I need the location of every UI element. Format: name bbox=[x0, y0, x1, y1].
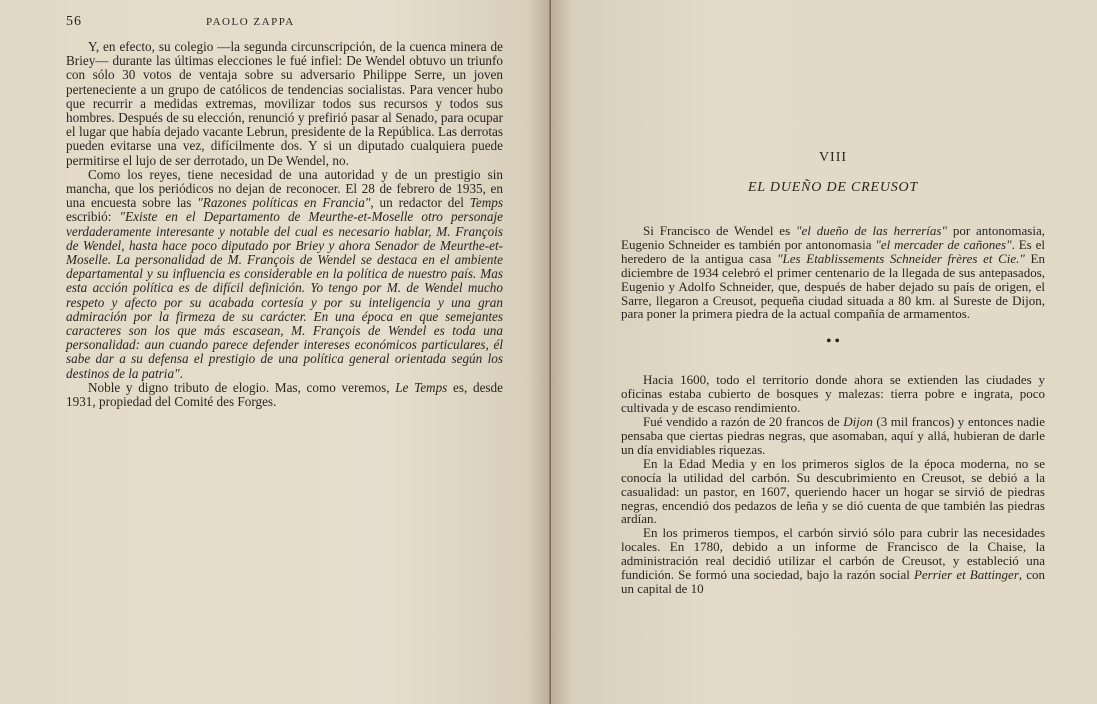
text-run: es, desde 1931, propiedad del Comité des Forges. bbox=[66, 379, 503, 410]
italic-text-run: "el dueño de las herrerías" bbox=[796, 223, 947, 238]
text-run: Fué vendido a razón de 20 francos de bbox=[643, 414, 844, 430]
text-run: . Es el heredero de la antigua casa bbox=[621, 236, 1045, 266]
chapter-heading bbox=[621, 150, 1045, 224]
page-number: 56 bbox=[66, 14, 82, 29]
paragraph bbox=[66, 168, 503, 381]
paragraph bbox=[621, 224, 1045, 321]
italic-text-run: "Les Etablissements Schneider frères et Cie." bbox=[777, 250, 1025, 266]
text-run: En la Edad Media y en los primeros siglos de la época moderna, no se conocía la utilidad del carbón. Su descubrimiento en Creusot, se debió a la casualidad: un pastor, en 1607, queriendo hacer un hogar se sirvió de piedras negras, encendió dos pedazos de leña y se dió cuenta de que también las piedras ardían. bbox=[621, 455, 1045, 527]
text-run: Hacia 1600, todo el territorio donde ahora se extienden las ciudades y oficinas estaba cubierto de bosques y malezas: tierra pobre e ingrata, poco cultivada y de escaso rendimiento. bbox=[621, 372, 1045, 416]
text-run: (3 mil francos) y entonces nadie pensaba que ciertas piedras negras, que asomaban, aquí y allá, hubieran de darle un día envidiables riquezas. bbox=[621, 414, 1045, 457]
italic-text-run: Perrier et Battinger bbox=[913, 567, 1019, 583]
running-header-title: PAOLO ZAPPA bbox=[206, 16, 295, 28]
text-run: escribió: bbox=[66, 209, 120, 225]
italic-text-run: "el mercader de cañones" bbox=[875, 236, 1012, 252]
right-page-text-intro bbox=[621, 224, 1045, 321]
paragraph bbox=[66, 40, 503, 168]
paragraph bbox=[66, 381, 503, 409]
text-run: . bbox=[179, 365, 183, 381]
italic-text-run: "Existe en el Departamento de Meurthe-et-Moselle otro personaje verdaderamente interesante y notable del cual es necesario hablar, M. François de Wendel, hasta hace poco diputado por Briey y ahora Senador de Meurthe-et-Moselle. La personalidad de M. François de Wendel se destaca en el ambiente departamental y su influencia es considerable en la política de nuestro país. Mas esta acción política es de difícil definición. Yo tengo por M. de Wendel mucho respeto y afecto por su acabada cortesía y por su inteligencia y una gran admiración por la firmeza de su carácter. En una época en que semejantes caracteres son los que más escasean, M. François de Wendel es toda una personalidad: aun cuando parece defender intereses económicos particulares, él sabe dar a su defensa el prestigio de una política general orientada según los destinos de la patria" bbox=[66, 209, 503, 381]
text-run: Y, en efecto, su colegio —la segunda circunscripción, de la cuenca minera de Briey— durante las últimas elecciones le fué infiel: De Wendel obtuvo un triunfo con sólo 30 votos de ventaja sobre su adversario Philippe Serre, un joven perteneciente a un grupo de católicos de tendencias socialistas. Para vencer hubo que recurrir a medidas extremas, movilizar todos sus recursos y todos sus hombres. Después de su elección, renunció y prefirió pasar al Senado, para ocupar el lugar que había dejado vacante Lebrun, presidente de la República. Las derrotas pueden evitarse una vez, difícilmente dos. Y si un diputado cualquiera puede permitirse el lujo de ser derrotado, un De Wendel, no. bbox=[66, 39, 503, 168]
right-page bbox=[551, 0, 1097, 704]
right-page-text-body bbox=[621, 373, 1045, 596]
paragraph bbox=[621, 526, 1045, 596]
paragraph bbox=[621, 415, 1045, 457]
section-break: • • bbox=[826, 334, 840, 350]
text-run: Como los reyes, tiene necesidad de una autoridad y de un prestigio sin mancha, que los periódicos no dejan de reconocer. El 28 de febrero de 1935, en una encuesta sobre las bbox=[66, 166, 503, 211]
text-run: En los primeros tiempos, el carbón sirvió sólo para cubrir las necesidades locales. En 1780, debido a un informe de Francisco de la Chaise, la administración real decidió utilizar el carbón de Creusot, y estableció una fundición. Se formó una sociedad, bajo la razón social bbox=[621, 525, 1045, 583]
text-run: por antonomasia, Eugenio Schneider es también por antonomasia bbox=[621, 223, 1045, 252]
text-run: Noble y digno tributo de elogio. Mas, como veremos, bbox=[88, 379, 396, 395]
paragraph bbox=[621, 457, 1045, 527]
text-run: , un redactor del bbox=[370, 195, 470, 211]
left-page-text bbox=[66, 40, 503, 409]
text-run: Si Francisco de Wendel es bbox=[643, 223, 797, 238]
italic-text-run: Le Temps bbox=[395, 379, 448, 395]
italic-text-run: "Razones políticas en Francia" bbox=[197, 195, 371, 211]
text-run: En diciembre de 1934 celebró el primer centenario de la llegada de sus antepasados, Eugenio y Adolfo Schneider, que, después de haber dejado su país de origen, el Sarre, llegaron a Creusot, pequeña ciudad situada a 80 km. al Sureste de Dijon, para poner la primera piedra de la actual compañía de armamentos. bbox=[621, 250, 1045, 322]
chapter-number: VIII bbox=[818, 150, 848, 165]
italic-text-run: Dijon bbox=[843, 414, 873, 430]
italic-text-run: Temps bbox=[469, 195, 503, 211]
text-run: , con un capital de 10 bbox=[621, 567, 1045, 596]
paragraph bbox=[621, 373, 1045, 415]
chapter-title: EL DUEÑO DE CREUSOT bbox=[747, 180, 919, 195]
running-head bbox=[66, 14, 503, 40]
